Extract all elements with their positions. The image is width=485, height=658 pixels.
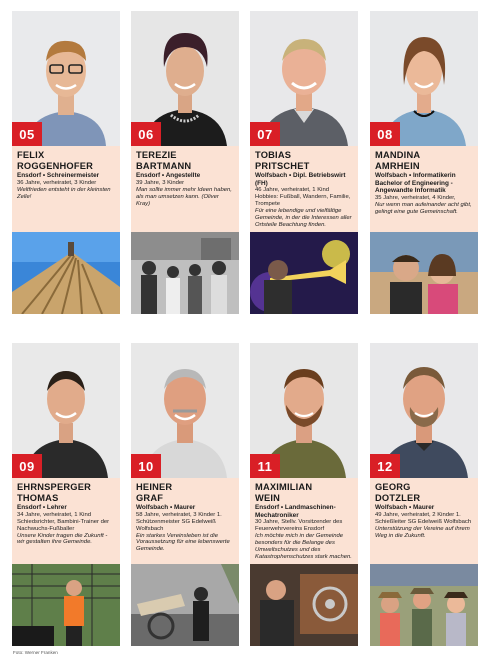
candidate-details: 49 Jahre, verheiratet, 2 Kinder 1. Schießleiter SG Edelweiß Wolfsbach (375, 511, 472, 525)
candidate-name-last: BARTMANN (136, 160, 192, 171)
family-group-illustration (131, 232, 239, 314)
candidate-number: 10 (131, 454, 161, 478)
candidate-name-last: WEIN (255, 492, 281, 503)
candidate-number: 08 (370, 122, 400, 146)
candidate-details: 58 Jahre, verheiratet, 3 Kinder 1. Schützenmeister SG Edelweiß Wolfsbach (136, 511, 222, 532)
roof-construction-illustration (12, 232, 120, 314)
candidate-quote: Weltfrieden entsteht in der kleinsten Zelle! (17, 186, 111, 200)
candidate-info (131, 478, 239, 564)
candidate-details: 35 Jahre, verheiratet, 4 Kinder, (375, 194, 456, 201)
candidate-card-12 (370, 343, 478, 646)
candidate-name-first: TOBIAS (255, 150, 292, 160)
portrait-photo (131, 11, 239, 146)
candidate-number: 07 (250, 122, 280, 146)
candidate-role: Ensdorf • Angestellte (136, 172, 201, 180)
candidate-info (131, 146, 239, 232)
candidate-name-first: EHRNSPERGER (17, 482, 92, 492)
candidate-info (370, 146, 478, 232)
candidate-role: Wolfsbach • Maurer (375, 504, 435, 512)
cannon-illustration (131, 564, 239, 646)
activity-photo (370, 232, 478, 314)
candidate-info (12, 478, 120, 564)
candidate-name-last: PRITSCHET (255, 160, 310, 171)
activity-photo (131, 232, 239, 314)
candidate-number: 11 (250, 454, 280, 478)
activity-photo (250, 232, 358, 314)
portrait-photo (370, 343, 478, 478)
activity-photo (250, 564, 358, 646)
candidate-details: 36 Jahre, verheiratet, 3 Kinder (17, 179, 97, 186)
candidate-card-05 (12, 11, 120, 314)
candidate-name-last: DOTZLER (375, 492, 421, 503)
portrait-photo (12, 11, 120, 146)
candidate-name-last: THOMAS (17, 492, 59, 503)
candidate-quote: Ich möchte mich in der Gemeinde besonders für die Belange des Umweltschutzes und des Katastrophenschutzes stark machen. (255, 533, 352, 560)
trumpet-concert-illustration (250, 232, 358, 314)
activity-photo (12, 564, 120, 646)
candidate-name-first: MAXIMILIAN (255, 482, 313, 492)
candidate-role: Wolfsbach • Dipl. Betriebswirt (FH) (255, 172, 346, 187)
candidate-details: 39 Jahre, 3 Kinder (136, 179, 185, 186)
candidate-name-first: FELIX (17, 150, 45, 160)
portrait-photo (370, 11, 478, 146)
candidate-name-first: MANDINA (375, 150, 421, 160)
candidate-details: 30 Jahre, Stellv. Vorsitzender des Feuerwehrvereins Ensdorf (255, 519, 343, 533)
candidate-number: 09 (12, 454, 42, 478)
candidate-name-last: ROGGENHOFER (17, 160, 94, 171)
candidate-info (250, 478, 358, 564)
candidate-info (370, 478, 478, 564)
candidate-role: Ensdorf • Lehrer (17, 504, 67, 512)
candidate-role: Wolfsbach • Maurer (136, 504, 196, 512)
candidate-number: 05 (12, 122, 42, 146)
portrait-photo (131, 343, 239, 478)
candidate-name-last: AMRHEIN (375, 160, 420, 171)
candidate-role: Wolfsbach • Informatikerin Bachelor of Engineering - Angewandte Informatik (375, 172, 456, 195)
candidate-quote: Ein starkes Vereinsleben ist die Voraussetzung für eine lebenswerte Gemeinde. (136, 532, 230, 553)
portrait-photo (250, 343, 358, 478)
candidate-card-11 (250, 343, 358, 646)
candidate-quote: Unsere Kinder tragen die Zukunft - wir gestalten ihre Gemeinde. (17, 532, 108, 546)
candidate-name-first: HEINER (136, 482, 173, 492)
festival-group-illustration (370, 564, 478, 646)
candidate-quote: Unterstützung der Vereine auf ihrem Weg in die Zukunft. (375, 525, 470, 539)
candidate-info (12, 146, 120, 232)
candidate-number: 12 (370, 454, 400, 478)
activity-photo (370, 564, 478, 646)
candidate-quote: Für eine lebendige und vielfältige Gemeinde, in der die Interessen aller Ortsteile Beachtung finden. (255, 208, 352, 228)
candidate-details: 46 Jahre, verheiratet, 1 Kind Hobbies: Fußball, Wandern, Familie, Trompete (255, 187, 351, 208)
candidate-card-10 (131, 343, 239, 646)
candidate-role: Ensdorf • Schreinermeister (17, 172, 100, 180)
candidate-details: 34 Jahre, verheiratet, 1 Kind Schiedsrichter, Bambini-Trainer der Nachwuchs-Fußballer (17, 511, 110, 532)
referee-illustration (12, 564, 120, 646)
activity-photo (12, 232, 120, 314)
couple-selfie-illustration (370, 232, 478, 314)
candidate-card-09 (12, 343, 120, 646)
workshop-machine-illustration (250, 564, 358, 646)
candidate-number: 06 (131, 122, 161, 146)
candidate-role: Ensdorf • Landmaschinen-Mechatroniker (255, 504, 336, 519)
candidate-name-last: GRAF (136, 492, 164, 503)
photo-credit: Foto: Werner Franken (13, 650, 58, 655)
candidate-card-06 (131, 11, 239, 314)
candidate-quote: Man sollte immer mehr Ideen haben, als man umsetzen kann. (Oliver Kray) (136, 186, 232, 207)
candidate-info (250, 146, 358, 232)
candidate-name-first: GEORG (375, 482, 411, 492)
portrait-photo (250, 11, 358, 146)
candidate-quote: Nur wenn man aufeinander acht gibt, gelingt eine gute Gemeinschaft. (375, 201, 472, 215)
portrait-photo (12, 343, 120, 478)
activity-photo (131, 564, 239, 646)
candidate-card-08 (370, 11, 478, 314)
candidate-name-first: TEREZIE (136, 150, 177, 160)
candidate-card-07 (250, 11, 358, 314)
